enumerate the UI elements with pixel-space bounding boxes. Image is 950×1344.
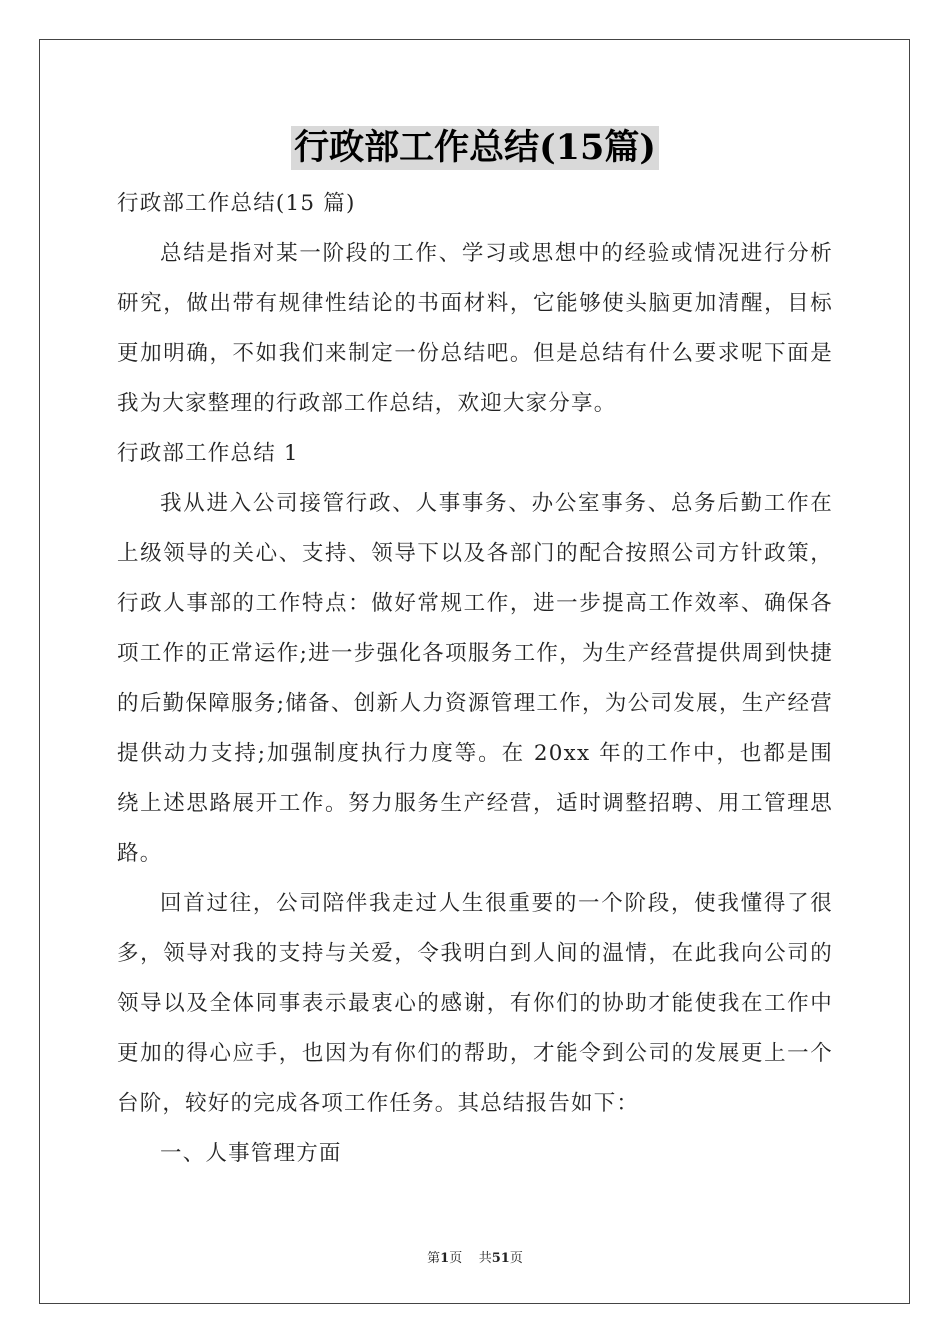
body-paragraph-2: 回首过往，公司陪伴我走过人生很重要的一个阶段，使我懂得了很多，领导对我的支持与关爱，令我明白到人间的温情，在此我向公司的领导以及全体同事表示最衷心的感谢，有你们的协助才能使我在工作中更加的得心应手，也因为有你们的帮助，才能令到公司的发展更上一个台阶，较好的完成各项工作任务。其总结报告如下： xyxy=(117,891,833,1116)
intro-paragraph: 总结是指对某一阶段的工作、学习或思想中的经验或情况进行分析研究，做出带有规律性结论的书面材料，它能够使头脑更加清醒，目标更加明确，不如我们来制定一份总结吧。但是总结有什么要求呢下面是我为大家整理的行政部工作总结，欢迎大家分享。 xyxy=(117,241,833,416)
page-number: 1 xyxy=(440,1251,450,1266)
document-subtitle: 行政部工作总结(15 篇) xyxy=(117,191,356,216)
document-title: 行政部工作总结(15篇) xyxy=(291,126,659,170)
body-paragraph-1: 我从进入公司接管行政、人事事务、办公室事务、总务后勤工作在上级领导的关心、支持、领导下以及各部门的配合按照公司方针政策，行政人事部的工作特点：做好常规工作，进一步提高工作效率、确保各项工作的正常运作;进一步强化各项服务工作，为生产经营提供周到快捷的后勤保障服务;储备、创新人力资源管理工作，为公司发展，生产经营提供动力支持;加强制度执行力度等。在 20xx 年的工作中，也都是围绕上述思路展开工作。努力服务生产经营，适时调整招聘、用工管理思路。 xyxy=(117,491,833,866)
page-prefix: 第 xyxy=(427,1251,441,1266)
document-body xyxy=(117,179,833,1179)
total-suffix: 页 xyxy=(509,1251,523,1266)
page-footer xyxy=(0,1247,950,1266)
subheading-personnel: 一、人事管理方面 xyxy=(160,1141,342,1166)
page-suffix: 页 xyxy=(449,1251,463,1266)
title-container xyxy=(0,126,950,170)
section-heading: 行政部工作总结 1 xyxy=(117,441,299,466)
total-pages: 51 xyxy=(491,1251,510,1266)
total-prefix: 共 xyxy=(478,1251,492,1266)
